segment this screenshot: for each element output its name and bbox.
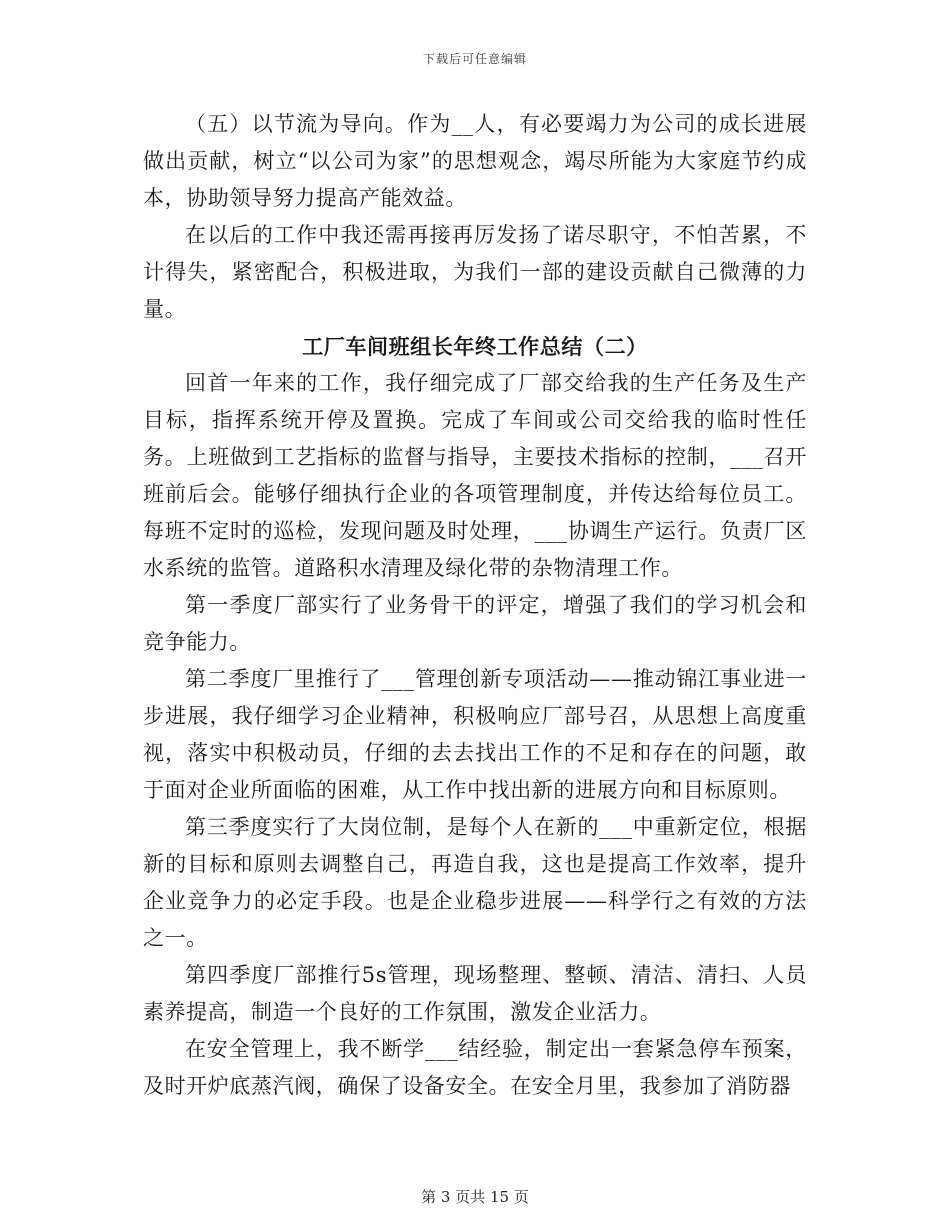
section-title: 工厂车间班组长年终工作总结（二） [302, 334, 648, 359]
paragraph: 第一季度厂部实行了业务骨干的评定，增强了我们的学习机会和竞争能力。 [143, 593, 807, 654]
paragraph: 第二季度厂里推行了___管理创新专项活动——推动锦江事业进一步进展，我仔细学习企业精神，积极响应厂部号召，从思想上高度重视，落实中积极动员，仔细的去去找出工作的不足和存在的问题，敢于面对企业所面临的困难，从工作中找出新的进展方向和目标原则。 [143, 667, 807, 802]
paragraph: 在以后的工作中我还需再接再厉发扬了诺尽职守，不怕苦累，不计得失，紧密配合，积极进取，为我们一部的建设贡献自己微薄的力量。 [143, 223, 807, 321]
document-body [143, 106, 807, 1105]
page-header: 下载后可任意编辑 [422, 52, 527, 66]
paragraph: 在安全管理上，我不断学___结经验，制定出一套紧急停车预案，及时开炉底蒸汽阀，确保了设备安全。在安全月里，我参加了消防器 [143, 1037, 807, 1098]
paragraph: 第三季度实行了大岗位制，是每个人在新的___中重新定位，根据新的目标和原则去调整自己，再造自我，这也是提高工作效率，提升企业竞争力的必定手段。也是企业稳步进展——科学行之有效的方法之一。 [143, 815, 807, 950]
paragraph: 回首一年来的工作，我仔细完成了厂部交给我的生产任务及生产目标，指挥系统开停及置换。完成了车间或公司交给我的临时性任务。上班做到工艺指标的监督与指导，主要技术指标的控制，___召开班前后会。能够仔细执行企业的各项管理制度，并传达给每位员工。每班不定时的巡检，发现问题及时处理，___协调生产运行。负责厂区水系统的监管。道路积水清理及绿化带的杂物清理工作。 [143, 371, 807, 580]
page-footer: 第 3 页共 15 页 [421, 1188, 529, 1206]
paragraph: 第四季度厂部推行5s管理，现场整理、整顿、清洁、清扫、人员素养提高，制造一个良好的工作氛围，激发企业活力。 [143, 963, 807, 1024]
paragraph: （五）以节流为导向。作为__人，有必要竭力为公司的成长进展做出贡献，树立“以公司为家”的思想观念，竭尽所能为大家庭节约成本，协助领导努力提高产能效益。 [143, 112, 807, 210]
